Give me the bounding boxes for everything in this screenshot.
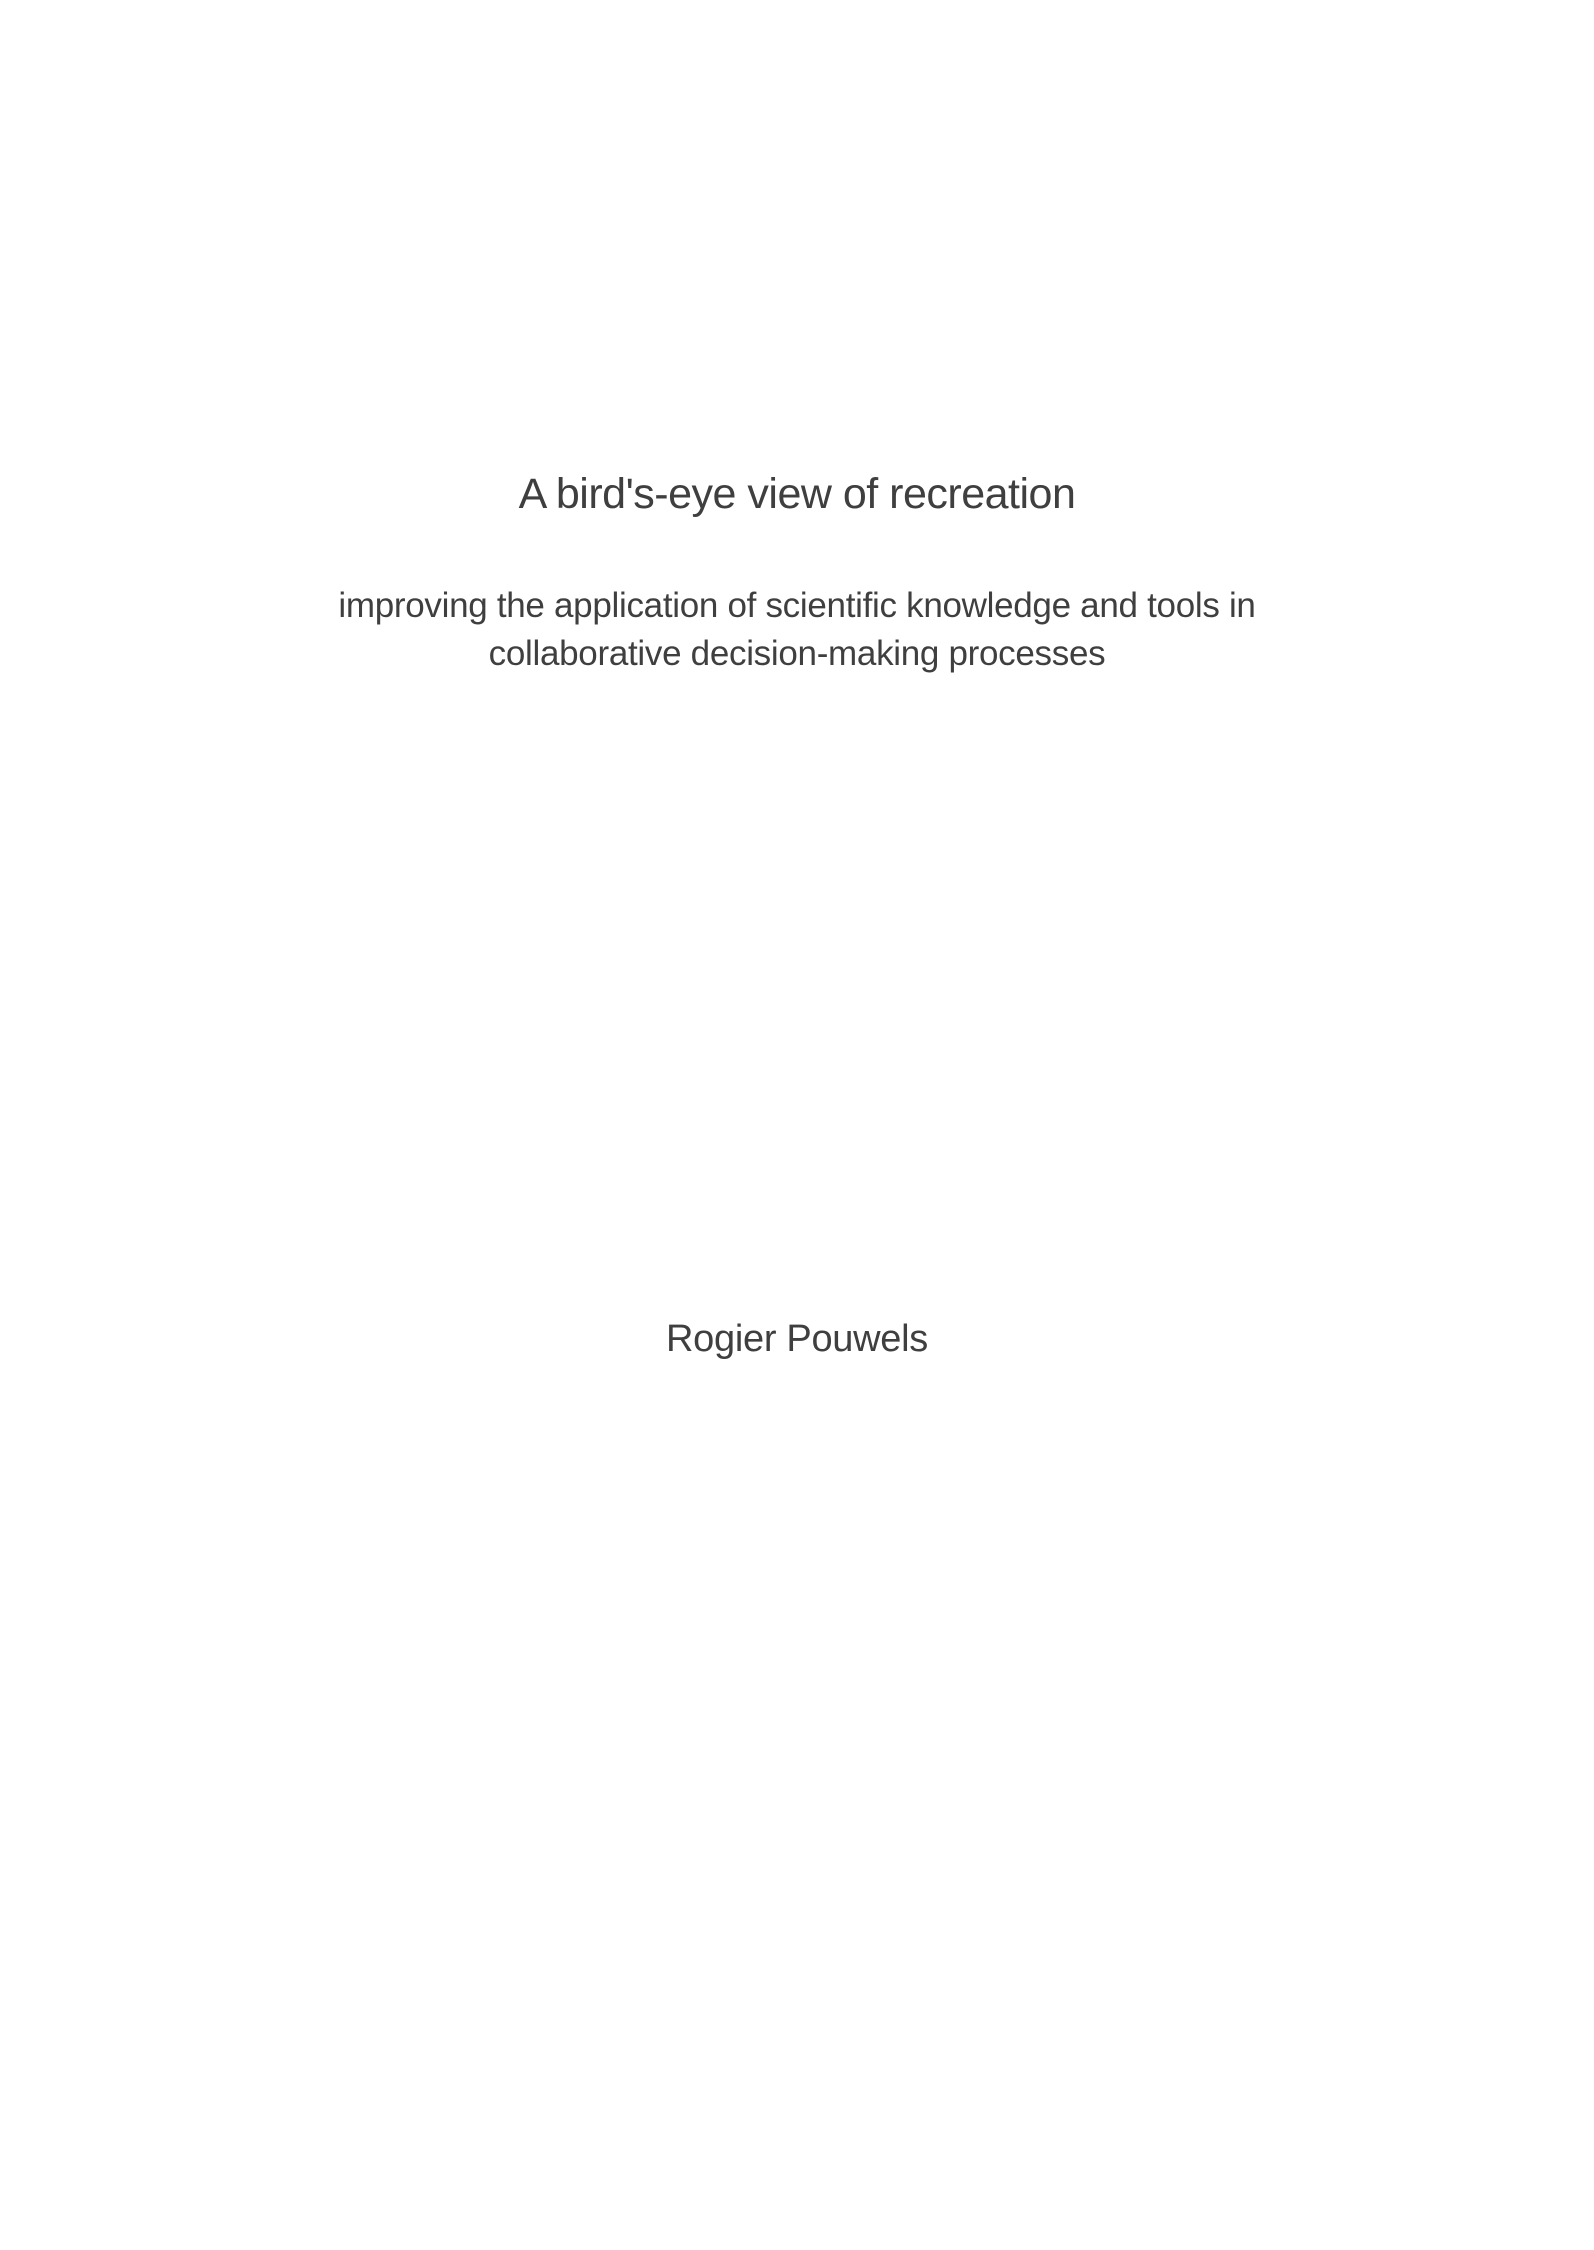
subtitle-line-2: collaborative decision-making processes xyxy=(488,634,1106,673)
page-subtitle xyxy=(0,582,1594,678)
page-title: A bird's-eye view of recreation xyxy=(518,470,1076,518)
author-name: Rogier Pouwels xyxy=(666,1318,928,1360)
subtitle-line-1: improving the application of scientific knowledge and tools in xyxy=(338,586,1256,625)
